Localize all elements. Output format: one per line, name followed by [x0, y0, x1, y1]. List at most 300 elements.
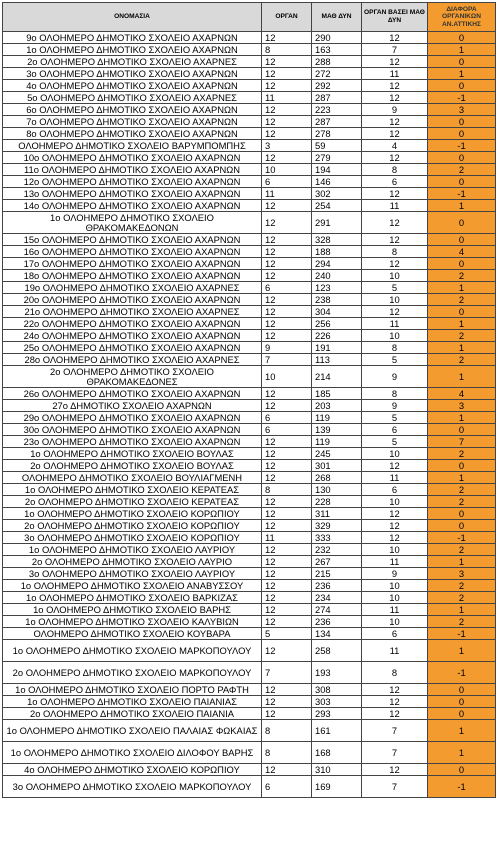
organ-cell: 6: [262, 424, 312, 436]
organ-cell: 12: [262, 568, 312, 580]
organ-cell: 12: [262, 212, 312, 234]
organ-cell: 12: [262, 508, 312, 520]
organ-base-cell: 12: [362, 696, 428, 708]
diff-cell: 0: [428, 696, 496, 708]
diff-cell: 0: [428, 424, 496, 436]
table-row: [3, 212, 496, 234]
organ-base-cell: 10: [362, 448, 428, 460]
school-name-cell: 28ο ΟΛΟΗΜΕΡΟ ΔΗΜΟΤΙΚΟ ΣΧΟΛΕΙΟ ΑΧΑΡΝΕΣ: [3, 354, 262, 366]
diff-cell: 2: [428, 592, 496, 604]
organ-cell: 5: [262, 628, 312, 640]
math-cell: 146: [312, 176, 362, 188]
diff-cell: 0: [428, 56, 496, 68]
math-cell: 214: [312, 366, 362, 388]
diff-cell: 0: [428, 708, 496, 720]
school-name-cell: 2ο ΟΛΟΗΜΕΡΟ ΔΗΜΟΤΙΚΟ ΣΧΟΛΕΙΟ ΚΟΡΩΠΙΟΥ: [3, 520, 262, 532]
organ-base-cell: 8: [362, 662, 428, 684]
school-name-cell: 2ο ΟΛΟΗΜΕΡΟ ΔΗΜΟΤΙΚΟ ΣΧΟΛΕΙΟ ΛΑΥΡΙΟ: [3, 556, 262, 568]
table-row: [3, 708, 496, 720]
organ-cell: 11: [262, 532, 312, 544]
organ-base-cell: 12: [362, 188, 428, 200]
organ-base-cell: 4: [362, 140, 428, 152]
diff-cell: 0: [428, 80, 496, 92]
organ-cell: 12: [262, 128, 312, 140]
school-name-cell: 30ο ΟΛΟΗΜΕΡΟ ΔΗΜΟΤΙΚΟ ΣΧΟΛΕΙΟ ΑΧΑΡΝΩΝ: [3, 424, 262, 436]
header-math: ΜΑΘ ΔΥΝ: [312, 3, 362, 32]
diff-cell: 0: [428, 508, 496, 520]
math-cell: 163: [312, 44, 362, 56]
math-cell: 232: [312, 544, 362, 556]
organ-cell: 12: [262, 684, 312, 696]
table-row: [3, 388, 496, 400]
table-row: [3, 104, 496, 116]
math-cell: 308: [312, 684, 362, 696]
organ-base-cell: 11: [362, 556, 428, 568]
organ-base-cell: 12: [362, 92, 428, 104]
diff-cell: -1: [428, 628, 496, 640]
table-row: [3, 342, 496, 354]
organ-base-cell: 12: [362, 128, 428, 140]
school-name-cell: 1ο ΟΛΟΗΜΕΡΟ ΔΗΜΟΤΙΚΟ ΣΧΟΛΕΙΟ ΚΕΡΑΤΕΑΣ: [3, 484, 262, 496]
organ-base-cell: 11: [362, 200, 428, 212]
math-cell: 287: [312, 116, 362, 128]
table-row: [3, 720, 496, 742]
organ-base-cell: 10: [362, 496, 428, 508]
organ-base-cell: 9: [362, 104, 428, 116]
school-name-cell: 8ο ΟΛΟΗΜΕΡΟ ΔΗΜΟΤΙΚΟ ΣΧΟΛΕΙΟ ΑΧΑΡΝΩΝ: [3, 128, 262, 140]
organ-cell: 12: [262, 152, 312, 164]
diff-cell: 1: [428, 412, 496, 424]
math-cell: 304: [312, 306, 362, 318]
school-name-cell: 5ο ΟΛΟΗΜΕΡΟ ΔΗΜΟΤΙΚΟ ΣΧΟΛΕΙΟ ΑΧΑΡΝΕΣ: [3, 92, 262, 104]
math-cell: 228: [312, 496, 362, 508]
table-row: [3, 460, 496, 472]
organ-cell: 12: [262, 200, 312, 212]
organ-cell: 12: [262, 400, 312, 412]
school-name-cell: 17ο ΟΛΟΗΜΕΡΟ ΔΗΜΟΤΙΚΟ ΣΧΟΛΕΙΟ ΑΧΑΡΝΩΝ: [3, 258, 262, 270]
table-row: [3, 496, 496, 508]
school-name-cell: 1ο ΟΛΟΗΜΕΡΟ ΔΗΜΟΤΙΚΟ ΣΧΟΛΕΙΟ ΛΑΥΡΙΟΥ: [3, 544, 262, 556]
math-cell: 234: [312, 592, 362, 604]
math-cell: 223: [312, 104, 362, 116]
table-row: [3, 628, 496, 640]
table-row: [3, 592, 496, 604]
diff-cell: 3: [428, 568, 496, 580]
math-cell: 236: [312, 616, 362, 628]
table-row: [3, 742, 496, 764]
organ-cell: 3: [262, 140, 312, 152]
table-row: [3, 764, 496, 776]
organ-cell: 12: [262, 520, 312, 532]
diff-cell: 2: [428, 616, 496, 628]
table-row: [3, 164, 496, 176]
math-cell: 329: [312, 520, 362, 532]
diff-cell: 1: [428, 342, 496, 354]
math-cell: 226: [312, 330, 362, 342]
math-cell: 188: [312, 246, 362, 258]
organ-cell: 6: [262, 176, 312, 188]
math-cell: 59: [312, 140, 362, 152]
diff-cell: 1: [428, 742, 496, 764]
school-name-cell: 2ο ΟΛΟΗΜΕΡΟ ΔΗΜΟΤΙΚΟ ΣΧΟΛΕΙΟ ΜΑΡΚΟΠΟΥΛΟΥ: [3, 662, 262, 684]
diff-cell: 0: [428, 520, 496, 532]
diff-cell: 1: [428, 282, 496, 294]
math-cell: 272: [312, 68, 362, 80]
school-name-cell: 18ο ΟΛΟΗΜΕΡΟ ΔΗΜΟΤΙΚΟ ΣΧΟΛΕΙΟ ΑΧΑΡΝΩΝ: [3, 270, 262, 282]
diff-cell: 0: [428, 212, 496, 234]
table-row: [3, 354, 496, 366]
table-row: [3, 32, 496, 44]
organ-cell: 10: [262, 366, 312, 388]
organ-cell: 12: [262, 116, 312, 128]
math-cell: 254: [312, 200, 362, 212]
school-name-cell: 9ο ΟΛΟΗΜΕΡΟ ΔΗΜΟΤΙΚΟ ΣΧΟΛΕΙΟ ΑΧΑΡΝΩΝ: [3, 32, 262, 44]
organ-base-cell: 11: [362, 68, 428, 80]
schools-table: [2, 2, 496, 798]
diff-cell: 2: [428, 354, 496, 366]
organ-base-cell: 6: [362, 628, 428, 640]
school-name-cell: 2ο ΟΛΟΗΜΕΡΟ ΔΗΜΟΤΙΚΟ ΣΧΟΛΕΙΟ ΚΕΡΑΤΕΑΣ: [3, 496, 262, 508]
organ-base-cell: 7: [362, 742, 428, 764]
organ-cell: 12: [262, 104, 312, 116]
diff-cell: 2: [428, 330, 496, 342]
organ-base-cell: 10: [362, 592, 428, 604]
diff-cell: -1: [428, 188, 496, 200]
diff-cell: 0: [428, 176, 496, 188]
organ-cell: 12: [262, 544, 312, 556]
school-name-cell: 1ο ΟΛΟΗΜΕΡΟ ΔΗΜΟΤΙΚΟ ΣΧΟΛΕΙΟ ΠΑΛΑΙΑΣ ΦΩΚΑΙΑΣ: [3, 720, 262, 742]
organ-base-cell: 12: [362, 520, 428, 532]
math-cell: 123: [312, 282, 362, 294]
organ-base-cell: 12: [362, 508, 428, 520]
math-cell: 310: [312, 764, 362, 776]
organ-cell: 12: [262, 592, 312, 604]
diff-cell: 4: [428, 246, 496, 258]
diff-cell: 0: [428, 258, 496, 270]
organ-cell: 12: [262, 472, 312, 484]
math-cell: 169: [312, 776, 362, 798]
organ-base-cell: 12: [362, 56, 428, 68]
diff-cell: 2: [428, 484, 496, 496]
table-row: [3, 270, 496, 282]
school-name-cell: 1ο ΟΛΟΗΜΕΡΟ ΔΗΜΟΤΙΚΟ ΣΧΟΛΕΙΟ ΚΑΛΥΒΙΩΝ: [3, 616, 262, 628]
table-row: [3, 776, 496, 798]
school-name-cell: 22ο ΟΛΟΗΜΕΡΟ ΔΗΜΟΤΙΚΟ ΣΧΟΛΕΙΟ ΑΧΑΡΝΩΝ: [3, 318, 262, 330]
math-cell: 287: [312, 92, 362, 104]
diff-cell: 1: [428, 68, 496, 80]
school-name-cell: 11ο ΟΛΟΗΜΕΡΟ ΔΗΜΟΤΙΚΟ ΣΧΟΛΕΙΟ ΑΧΑΡΝΩΝ: [3, 164, 262, 176]
organ-base-cell: 12: [362, 306, 428, 318]
table-row: [3, 662, 496, 684]
table-row: [3, 282, 496, 294]
math-cell: 291: [312, 212, 362, 234]
table-row: [3, 568, 496, 580]
math-cell: 193: [312, 662, 362, 684]
table-row: [3, 44, 496, 56]
diff-cell: 1: [428, 472, 496, 484]
math-cell: 134: [312, 628, 362, 640]
math-cell: 238: [312, 294, 362, 306]
math-cell: 119: [312, 436, 362, 448]
diff-cell: 4: [428, 388, 496, 400]
math-cell: 161: [312, 720, 362, 742]
school-name-cell: 15ο ΟΛΟΗΜΕΡΟ ΔΗΜΟΤΙΚΟ ΣΧΟΛΕΙΟ ΑΧΑΡΝΩΝ: [3, 234, 262, 246]
math-cell: 119: [312, 412, 362, 424]
diff-cell: 0: [428, 152, 496, 164]
diff-cell: 2: [428, 294, 496, 306]
diff-cell: 3: [428, 400, 496, 412]
table-row: [3, 436, 496, 448]
organ-cell: 12: [262, 306, 312, 318]
table-row: [3, 580, 496, 592]
organ-cell: 12: [262, 56, 312, 68]
organ-cell: 12: [262, 580, 312, 592]
diff-cell: -1: [428, 92, 496, 104]
organ-cell: 12: [262, 764, 312, 776]
organ-base-cell: 8: [362, 164, 428, 176]
organ-cell: 8: [262, 484, 312, 496]
table-row: [3, 306, 496, 318]
organ-base-cell: 11: [362, 604, 428, 616]
table-row: [3, 246, 496, 258]
organ-cell: 12: [262, 32, 312, 44]
school-name-cell: 23ο ΟΛΟΗΜΕΡΟ ΔΗΜΟΤΙΚΟ ΣΧΟΛΕΙΟ ΑΧΑΡΝΩΝ: [3, 436, 262, 448]
table-row: [3, 92, 496, 104]
organ-cell: 12: [262, 68, 312, 80]
math-cell: 236: [312, 580, 362, 592]
diff-cell: 0: [428, 116, 496, 128]
diff-cell: 1: [428, 720, 496, 742]
diff-cell: -1: [428, 776, 496, 798]
organ-cell: 12: [262, 616, 312, 628]
school-name-cell: 1ο ΟΛΟΗΜΕΡΟ ΔΗΜΟΤΙΚΟ ΣΧΟΛΕΙΟ ΒΟΥΛΑΣ: [3, 448, 262, 460]
organ-cell: 12: [262, 270, 312, 282]
school-name-cell: 2ο ΟΛΟΗΜΕΡΟ ΔΗΜΟΤΙΚΟ ΣΧΟΛΕΙΟ ΒΟΥΛΑΣ: [3, 460, 262, 472]
organ-base-cell: 12: [362, 684, 428, 696]
organ-cell: 12: [262, 388, 312, 400]
organ-base-cell: 10: [362, 544, 428, 556]
table-row: [3, 318, 496, 330]
organ-cell: 12: [262, 318, 312, 330]
school-name-cell: 4ο ΟΛΟΗΜΕΡΟ ΔΗΜΟΤΙΚΟ ΣΧΟΛΕΙΟ ΚΟΡΩΠΙΟΥ: [3, 764, 262, 776]
math-cell: 256: [312, 318, 362, 330]
organ-cell: 7: [262, 354, 312, 366]
organ-cell: 12: [262, 496, 312, 508]
table-row: [3, 604, 496, 616]
school-name-cell: 1ο ΟΛΟΗΜΕΡΟ ΔΗΜΟΤΙΚΟ ΣΧΟΛΕΙΟ ΔΙΛΟΦΟΥ ΒΑΡΗΣ: [3, 742, 262, 764]
organ-cell: 12: [262, 448, 312, 460]
organ-base-cell: 7: [362, 44, 428, 56]
school-name-cell: 24ο ΟΛΟΗΜΕΡΟ ΔΗΜΟΤΙΚΟ ΣΧΟΛΕΙΟ ΑΧΑΡΝΩΝ: [3, 330, 262, 342]
math-cell: 139: [312, 424, 362, 436]
table-row: [3, 294, 496, 306]
table-row: [3, 508, 496, 520]
school-name-cell: 1ο ΟΛΟΗΜΕΡΟ ΔΗΜΟΤΙΚΟ ΣΧΟΛΕΙΟ ΜΑΡΚΟΠΟΥΛΟΥ: [3, 640, 262, 662]
diff-cell: 0: [428, 684, 496, 696]
table-row: [3, 140, 496, 152]
organ-base-cell: 10: [362, 270, 428, 282]
organ-base-cell: 6: [362, 176, 428, 188]
school-name-cell: 7ο ΟΛΟΗΜΕΡΟ ΔΗΜΟΤΙΚΟ ΣΧΟΛΕΙΟ ΑΧΑΡΝΩΝ: [3, 116, 262, 128]
organ-base-cell: 12: [362, 708, 428, 720]
school-name-cell: 29ο ΟΛΟΗΜΕΡΟ ΔΗΜΟΤΙΚΟ ΣΧΟΛΕΙΟ ΑΧΑΡΝΩΝ: [3, 412, 262, 424]
table-body: [3, 32, 496, 798]
school-name-cell: 3ο ΟΛΟΗΜΕΡΟ ΔΗΜΟΤΙΚΟ ΣΧΟΛΕΙΟ ΛΑΥΡΙΟΥ: [3, 568, 262, 580]
organ-base-cell: 12: [362, 234, 428, 246]
math-cell: 185: [312, 388, 362, 400]
organ-cell: 12: [262, 294, 312, 306]
math-cell: 303: [312, 696, 362, 708]
school-name-cell: 3ο ΟΛΟΗΜΕΡΟ ΔΗΜΟΤΙΚΟ ΣΧΟΛΕΙΟ ΜΑΡΚΟΠΟΥΛΟΥ: [3, 776, 262, 798]
diff-cell: 1: [428, 44, 496, 56]
organ-base-cell: 12: [362, 258, 428, 270]
organ-base-cell: 8: [362, 388, 428, 400]
organ-base-cell: 10: [362, 294, 428, 306]
table-row: [3, 544, 496, 556]
table-row: [3, 56, 496, 68]
school-name-cell: 20ο ΟΛΟΗΜΕΡΟ ΔΗΜΟΤΙΚΟ ΣΧΟΛΕΙΟ ΑΧΑΡΝΩΝ: [3, 294, 262, 306]
school-name-cell: 1ο ΟΛΟΗΜΕΡΟ ΔΗΜΟΤΙΚΟ ΣΧΟΛΕΙΟ ΘΡΑΚΟΜΑΚΕΔΟΝΩΝ: [3, 212, 262, 234]
organ-cell: 12: [262, 258, 312, 270]
organ-base-cell: 12: [362, 32, 428, 44]
header-organ: ΟΡΓΑΝ: [262, 3, 312, 32]
table-row: [3, 200, 496, 212]
diff-cell: 0: [428, 234, 496, 246]
organ-cell: 8: [262, 720, 312, 742]
math-cell: 290: [312, 32, 362, 44]
school-name-cell: 13ο ΟΛΟΗΜΕΡΟ ΔΗΜΟΤΙΚΟ ΣΧΟΛΕΙΟ ΑΧΑΡΝΩΝ: [3, 188, 262, 200]
diff-cell: 2: [428, 270, 496, 282]
organ-cell: 12: [262, 708, 312, 720]
math-cell: 278: [312, 128, 362, 140]
diff-cell: 1: [428, 318, 496, 330]
diff-cell: 3: [428, 104, 496, 116]
school-name-cell: 1ο ΟΛΟΗΜΕΡΟ ΔΗΜΟΤΙΚΟ ΣΧΟΛΕΙΟ ΒΑΡΗΣ: [3, 604, 262, 616]
table-row: [3, 520, 496, 532]
diff-cell: 2: [428, 448, 496, 460]
table-row: [3, 640, 496, 662]
math-cell: 288: [312, 56, 362, 68]
table-row: [3, 330, 496, 342]
diff-cell: 0: [428, 460, 496, 472]
math-cell: 328: [312, 234, 362, 246]
table-row: [3, 424, 496, 436]
organ-cell: 12: [262, 80, 312, 92]
organ-cell: 7: [262, 662, 312, 684]
math-cell: 293: [312, 708, 362, 720]
table-row: [3, 484, 496, 496]
organ-base-cell: 10: [362, 330, 428, 342]
school-name-cell: 4ο ΟΛΟΗΜΕΡΟ ΔΗΜΟΤΙΚΟ ΣΧΟΛΕΙΟ ΑΧΑΡΝΩΝ: [3, 80, 262, 92]
diff-cell: 2: [428, 496, 496, 508]
organ-base-cell: 7: [362, 776, 428, 798]
table-row: [3, 448, 496, 460]
organ-cell: 11: [262, 92, 312, 104]
diff-cell: 7: [428, 436, 496, 448]
organ-base-cell: 9: [362, 568, 428, 580]
table-row: [3, 234, 496, 246]
organ-cell: 12: [262, 640, 312, 662]
math-cell: 301: [312, 460, 362, 472]
table-row: [3, 128, 496, 140]
math-cell: 302: [312, 188, 362, 200]
organ-cell: 9: [262, 342, 312, 354]
school-name-cell: 1ο ΟΛΟΗΜΕΡΟ ΔΗΜΟΤΙΚΟ ΣΧΟΛΕΙΟ ΑΧΑΡΝΩΝ: [3, 44, 262, 56]
organ-base-cell: 5: [362, 354, 428, 366]
organ-base-cell: 11: [362, 472, 428, 484]
math-cell: 168: [312, 742, 362, 764]
math-cell: 258: [312, 640, 362, 662]
math-cell: 240: [312, 270, 362, 282]
organ-base-cell: 5: [362, 436, 428, 448]
organ-cell: 12: [262, 436, 312, 448]
organ-cell: 11: [262, 188, 312, 200]
math-cell: 203: [312, 400, 362, 412]
header-diff: ΔΙΑΦΟΡΑ ΟΡΓΑΝΙΚΩΝ ΑΝ.ΑΤΤΙΚΗΣ: [428, 3, 496, 32]
organ-cell: 10: [262, 164, 312, 176]
table-row: [3, 684, 496, 696]
school-name-cell: 1ο ΟΛΟΗΜΕΡΟ ΔΗΜΟΤΙΚΟ ΣΧΟΛΕΙΟ ΑΝΑΒΥΣΣΟΥ: [3, 580, 262, 592]
table-row: [3, 152, 496, 164]
school-name-cell: 19ο ΟΛΟΗΜΕΡΟ ΔΗΜΟΤΙΚΟ ΣΧΟΛΕΙΟ ΑΧΑΡΝΕΣ: [3, 282, 262, 294]
organ-base-cell: 12: [362, 460, 428, 472]
diff-cell: 2: [428, 164, 496, 176]
header-row: [3, 3, 496, 32]
school-name-cell: 25ο ΟΛΟΗΜΕΡΟ ΔΗΜΟΤΙΚΟ ΣΧΟΛΕΙΟ ΑΧΑΡΝΩΝ: [3, 342, 262, 354]
math-cell: 267: [312, 556, 362, 568]
diff-cell: 0: [428, 32, 496, 44]
organ-cell: 8: [262, 44, 312, 56]
organ-cell: 12: [262, 330, 312, 342]
header-organ-base: ΟΡΓΑΝ ΒΑΣΕΙ ΜΑΘ ΔΥΝ: [362, 3, 428, 32]
school-name-cell: 2ο ΟΛΟΗΜΕΡΟ ΔΗΜΟΤΙΚΟ ΣΧΟΛΕΙΟ ΑΧΑΡΝΕΣ: [3, 56, 262, 68]
organ-base-cell: 9: [362, 366, 428, 388]
table-row: [3, 556, 496, 568]
diff-cell: 2: [428, 544, 496, 556]
diff-cell: 0: [428, 306, 496, 318]
organ-base-cell: 11: [362, 640, 428, 662]
organ-cell: 12: [262, 604, 312, 616]
organ-cell: 12: [262, 246, 312, 258]
organ-base-cell: 12: [362, 116, 428, 128]
table-row: [3, 188, 496, 200]
school-name-cell: 1ο ΟΛΟΗΜΕΡΟ ΔΗΜΟΤΙΚΟ ΣΧΟΛΕΙΟ ΒΑΡΚΙΖΑΣ: [3, 592, 262, 604]
table-row: [3, 616, 496, 628]
math-cell: 130: [312, 484, 362, 496]
school-name-cell: 3ο ΟΛΟΗΜΕΡΟ ΔΗΜΟΤΙΚΟ ΣΧΟΛΕΙΟ ΑΧΑΡΝΩΝ: [3, 68, 262, 80]
diff-cell: 1: [428, 556, 496, 568]
table-row: [3, 366, 496, 388]
organ-cell: 6: [262, 412, 312, 424]
organ-base-cell: 9: [362, 400, 428, 412]
organ-base-cell: 10: [362, 616, 428, 628]
organ-cell: 12: [262, 234, 312, 246]
school-name-cell: 2ο ΟΛΟΗΜΕΡΟ ΔΗΜΟΤΙΚΟ ΣΧΟΛΕΙΟ ΠΑΙΑΝΙΑ: [3, 708, 262, 720]
table-row: [3, 258, 496, 270]
table-row: [3, 532, 496, 544]
organ-cell: 12: [262, 556, 312, 568]
math-cell: 194: [312, 164, 362, 176]
school-name-cell: 27ο ΔΗΜΟΤΙΚΟ ΣΧΟΛΕΙΟ ΑΧΑΡΝΩΝ: [3, 400, 262, 412]
organ-base-cell: 11: [362, 318, 428, 330]
diff-cell: 1: [428, 200, 496, 212]
organ-base-cell: 5: [362, 282, 428, 294]
school-name-cell: 1ο ΟΛΟΗΜΕΡΟ ΔΗΜΟΤΙΚΟ ΣΧΟΛΕΙΟ ΚΟΡΩΠΙΟΥ: [3, 508, 262, 520]
organ-base-cell: 10: [362, 580, 428, 592]
organ-cell: 12: [262, 696, 312, 708]
school-name-cell: ΟΛΟΗΜΕΡΟ ΔΗΜΟΤΙΚΟ ΣΧΟΛΕΙΟ ΒΑΡΥΜΠΟΜΠΗΣ: [3, 140, 262, 152]
math-cell: 191: [312, 342, 362, 354]
